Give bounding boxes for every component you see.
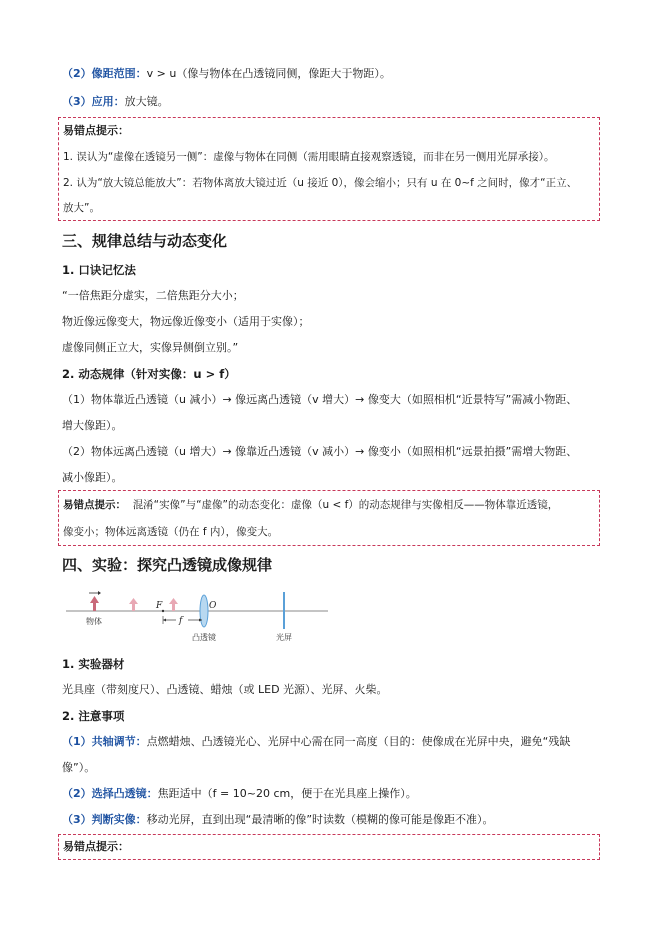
note-line — [62, 786, 417, 802]
tip-line — [63, 497, 558, 513]
object-label: 物体 — [86, 617, 102, 626]
focal-point-icon — [162, 610, 164, 612]
tip-title: 易错点提示： — [63, 840, 129, 853]
equipment-line: 光具座（带刻度尺）、凸透镜、蜡烛（或 LED 光源）、光屏、火柴。 — [62, 683, 388, 696]
screen-icon — [283, 592, 285, 629]
tip-line: 2. 认为“放大镜总能放大”：若物体离放大镜过近（u 接近 0），像会缩小；只有 u 在 0~f 之间时，像才“正立、 — [63, 177, 578, 189]
note-line — [62, 812, 494, 828]
object-arrow-icon — [89, 591, 101, 611]
tip-box-2 — [58, 490, 600, 546]
note-text: 点燃蜡烛、凸透镜光心、光屏中心需在同一高度（目的：使像成在光屏中央，避免“残缺 — [146, 735, 571, 748]
focal-point-label: F — [156, 601, 163, 611]
tip-line: 1. 误认为“虚像在透镜另一侧”：虚像与物体在同侧（需用眼睛直接观察透镜，而非在另一侧用光屏承接）。 — [63, 151, 555, 163]
optical-center-label: O — [209, 601, 217, 611]
verse-line: 物近像远像变大，物远像近像变小（适用于实像）； — [62, 315, 310, 328]
convex-lens-icon — [200, 595, 208, 627]
section-heading: 三、规律总结与动态变化 — [62, 232, 228, 250]
rule-line: （1）物体靠近凸透镜（u 减小）→ 像远离凸透镜（v 增大）→ 像变大（如照相机“近景特写”需减小物距、 — [62, 393, 578, 406]
note-label: （3）判断实像： — [62, 813, 147, 826]
focal-distance-marker — [163, 616, 202, 624]
subsection-heading: 1. 实验器材 — [62, 657, 125, 671]
note-line: 像”）。 — [62, 761, 96, 774]
rule-line: 增大像距）。 — [62, 419, 123, 432]
focal-distance-label: f — [179, 616, 183, 626]
object-position-icon — [129, 598, 138, 611]
subsection-heading: 1. 口诀记忆法 — [62, 263, 136, 277]
tip-line: 像变小；物体远离透镜（仍在 f 内），像变大。 — [63, 526, 279, 538]
image-range-line — [62, 66, 391, 82]
subsection-heading: 2. 动态规律（针对实像：u > f） — [62, 367, 236, 381]
application-line — [62, 94, 169, 110]
application-label: （3）应用： — [62, 95, 125, 108]
object-position-icon — [169, 598, 178, 611]
verse-line: “一倍焦距分虚实，二倍焦距分大小； — [62, 289, 244, 302]
tip-box-1 — [58, 117, 600, 221]
tip-box-3 — [58, 834, 600, 860]
lens-experiment-diagram — [62, 588, 332, 648]
tip-line: 放大”。 — [63, 202, 100, 214]
tip-title: 易错点提示： — [63, 499, 126, 511]
subsection-heading: 2. 注意事项 — [62, 709, 125, 723]
image-range-text: v > u（像与物体在凸透镜同侧，像距大于物距）。 — [146, 67, 391, 80]
application-text: 放大镜。 — [124, 95, 169, 108]
section-heading: 四、实验：探究凸透镜成像规律 — [62, 556, 273, 574]
note-text: 移动光屏，直到出现“最清晰的像”时读数（模糊的像可能是像距不准）。 — [146, 813, 494, 826]
verse-line: 虚像同侧正立大，实像异侧倒立别。” — [62, 341, 239, 354]
note-label: （2）选择凸透镜： — [62, 787, 158, 800]
image-range-label: （2）像距范围： — [62, 67, 147, 80]
rule-line: 减小像距）。 — [62, 471, 123, 484]
rule-line: （2）物体远离凸透镜（u 增大）→ 像靠近凸透镜（v 减小）→ 像变小（如照相机“远景拍摄”需增大物距、 — [62, 445, 578, 458]
note-label: （1）共轴调节： — [62, 735, 147, 748]
screen-label: 光屏 — [276, 633, 292, 642]
lens-label: 凸透镜 — [192, 633, 216, 642]
tip-title: 易错点提示： — [63, 124, 129, 137]
tip-text: 混淆“实像”与“虚像”的动态变化：虚像（u < f）的动态规律与实像相反——物体靠近透镜， — [132, 499, 559, 511]
note-line — [62, 734, 570, 750]
note-text: 焦距适中（f = 10~20 cm，便于在光具座上操作）。 — [157, 787, 417, 800]
